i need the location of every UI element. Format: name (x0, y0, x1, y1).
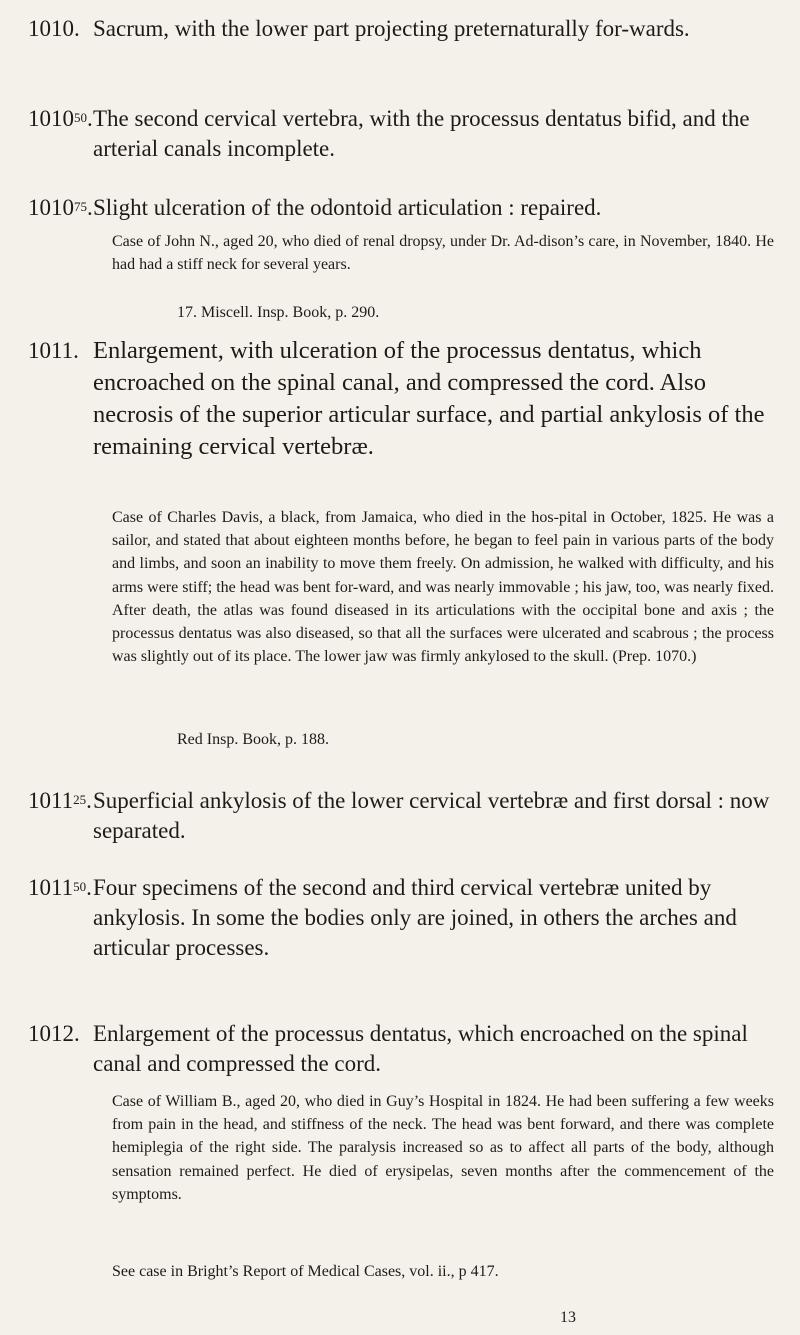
entry-number: 1011$^{50}$. (28, 875, 92, 900)
page-number: 13 (560, 1309, 576, 1326)
case-note: Case of John N., aged 20, who died of renal dropsy, under Dr. Ad-dison’s care, in November, 1840. He had had a stiff neck for several years. (112, 233, 774, 274)
case-note: Case of Charles Davis, a black, from Jamaica, who died in the hos-pital in October, 1825. He was a sailor, and stated that about eighteen months before, he began to feel pain in various parts of the body and limbs, and soon an inability to move them freely. On admission, he walked with difficulty, and his arms were stiff; the head was bent for-ward, and was nearly immovable ; his jaw, too, was nearly fixed. After death, the atlas was found diseased in its articulations with the occipital bone and axis ; the processus dentatus was also diseased, so that all the surfaces were ulcerated and scabrous ; the process was slightly out of its place. The lower jaw was firmly ankylosed to the skull. (Prep. 1070.) (112, 509, 774, 666)
entry-number: 1011$^{25}$. (28, 788, 92, 813)
case-note: Case of William B., aged 20, who died in Guy’s Hospital in 1824. He had been suffering a few weeks from pain in the head, and stiffness of the neck. The head was bent forward, and there was complete hemiplegia of the right side. The paralysis increased so as to affect all parts of the body, although sensation remained perfect. He died of erysipelas, seven months after the commencement of the symptoms. (112, 1093, 774, 1203)
entry-title: The second cervical vertebra, with the processus dentatus bifid, and the arterial canals incomplete. (93, 106, 750, 161)
entry-number: 1010$^{50}$. (28, 106, 93, 131)
entry-number: 1011. (28, 338, 79, 363)
inspection-reference: Red Insp. Book, p. 188. (177, 731, 329, 748)
entry-title: Sacrum, with the lower part projecting preternaturally for-wards. (93, 16, 690, 41)
entry-number: 1010$^{75}$. (28, 195, 93, 220)
entry-title: Enlargement, with ulceration of the processus dentatus, which encroached on the spinal canal, and compressed the cord. Also necrosis of the superior articular surface, and partial ankylosis of the remaining cervical vertebræ. (93, 337, 765, 460)
entry-number: 1010. (28, 16, 80, 41)
entry-title: Slight ulceration of the odontoid articulation : repaired. (93, 195, 602, 220)
entry-title: Enlargement of the processus dentatus, which encroached on the spinal canal and compressed the cord. (93, 1021, 748, 1076)
entry-title: Four specimens of the second and third cervical vertebræ united by ankylosis. In some the bodies only are joined, in others the arches and articular processes. (93, 875, 737, 960)
entry-title: Superficial ankylosis of the lower cervical vertebræ and first dorsal : now separated. (93, 788, 770, 843)
entry-number: 1012. (28, 1021, 80, 1046)
see-also-reference: See case in Bright’s Report of Medical Cases, vol. ii., p 417. (112, 1263, 499, 1280)
inspection-reference: 17. Miscell. Insp. Book, p. 290. (177, 304, 380, 321)
